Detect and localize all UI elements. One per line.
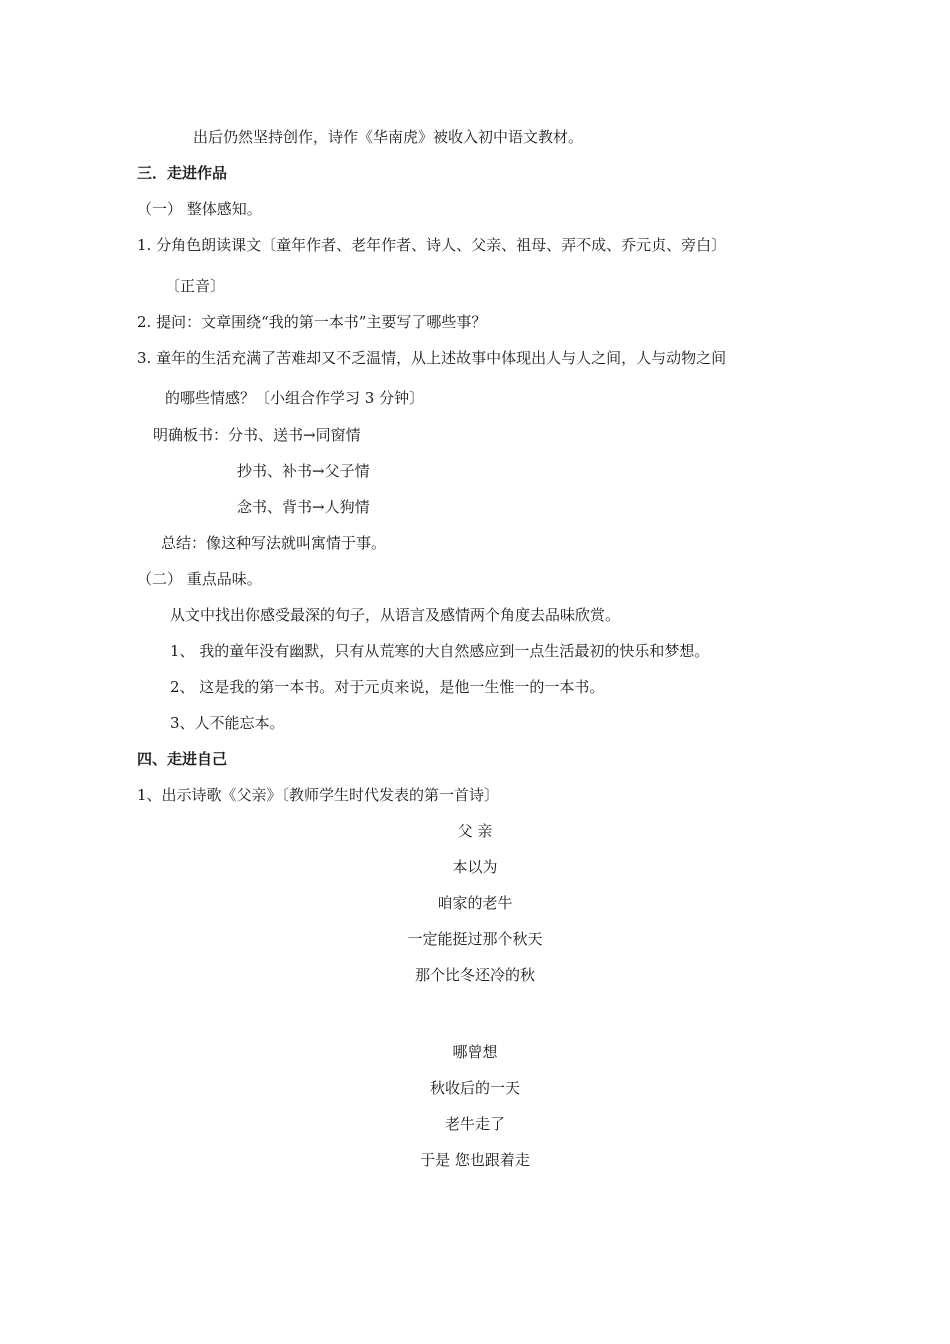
part-1-heading: （一） 整体感知。 <box>137 200 262 218</box>
section-4-item-1: 1、出示诗歌《父亲》〔教师学生时代发表的第一首诗〕 <box>137 786 500 804</box>
quote-item-2: 2、 这是我的第一本书。对于元贞来说，是他一生惟一的一本书。 <box>170 678 605 696</box>
summary-text: 总结：像这种写法就叫寓情于事。 <box>161 534 387 552</box>
poem-title: 父 亲 <box>457 822 493 840</box>
quote-item-3: 3、人不能忘本。 <box>170 714 285 732</box>
item-1-text: 1. 分角色朗读课文〔童年作者、老年作者、诗人、父亲、祖母、弄不成、乔元贞、旁白〕 <box>137 236 727 254</box>
board-line-3: 念书、背书→人狗情 <box>237 498 370 516</box>
poem-line: 咱家的老牛 <box>437 894 513 912</box>
section-4-heading: 四、走进自己 <box>137 750 228 768</box>
part-2-heading: （二） 重点品味。 <box>137 570 262 588</box>
poem-line: 哪曾想 <box>452 1043 498 1061</box>
item-1-continuation: 〔正音〕 <box>165 277 226 295</box>
poem-line: 那个比冬还冷的秋 <box>414 966 535 984</box>
poem-line: 一定能挺过那个秋天 <box>407 930 543 948</box>
section-3-heading: 三．走进作品 <box>137 164 228 182</box>
board-line-2: 抄书、补书→父子情 <box>237 462 370 480</box>
poem-line: 于是 您也跟着走 <box>420 1151 530 1169</box>
item-3-continuation: 的哪些情感？〔小组合作学习 3 分钟〕 <box>165 389 425 407</box>
poem-line: 秋收后的一天 <box>429 1079 520 1097</box>
item-2-text: 2. 提问：文章围绕“我的第一本书”主要写了哪些事？ <box>137 313 487 331</box>
part-2-intro: 从文中找出你感受最深的句子，从语言及感情两个角度去品味欣赏。 <box>170 606 621 624</box>
item-3-text: 3. 童年的生活充满了苦难却又不乏温情，从上述故事中体现出人与人之间，人与动物之间 <box>137 349 727 367</box>
quote-item-1: 1、 我的童年没有幽默，只有从荒寒的大自然感应到一点生活最初的快乐和梦想。 <box>170 642 710 660</box>
poem-line: 本以为 <box>452 858 498 876</box>
board-line-1: 明确板书：分书、送书→同窗情 <box>153 426 361 444</box>
poem-line: 老牛走了 <box>444 1115 505 1133</box>
intro-continuation: 出后仍然坚持创作，诗作《华南虎》被收入初中语文教材。 <box>193 128 584 146</box>
